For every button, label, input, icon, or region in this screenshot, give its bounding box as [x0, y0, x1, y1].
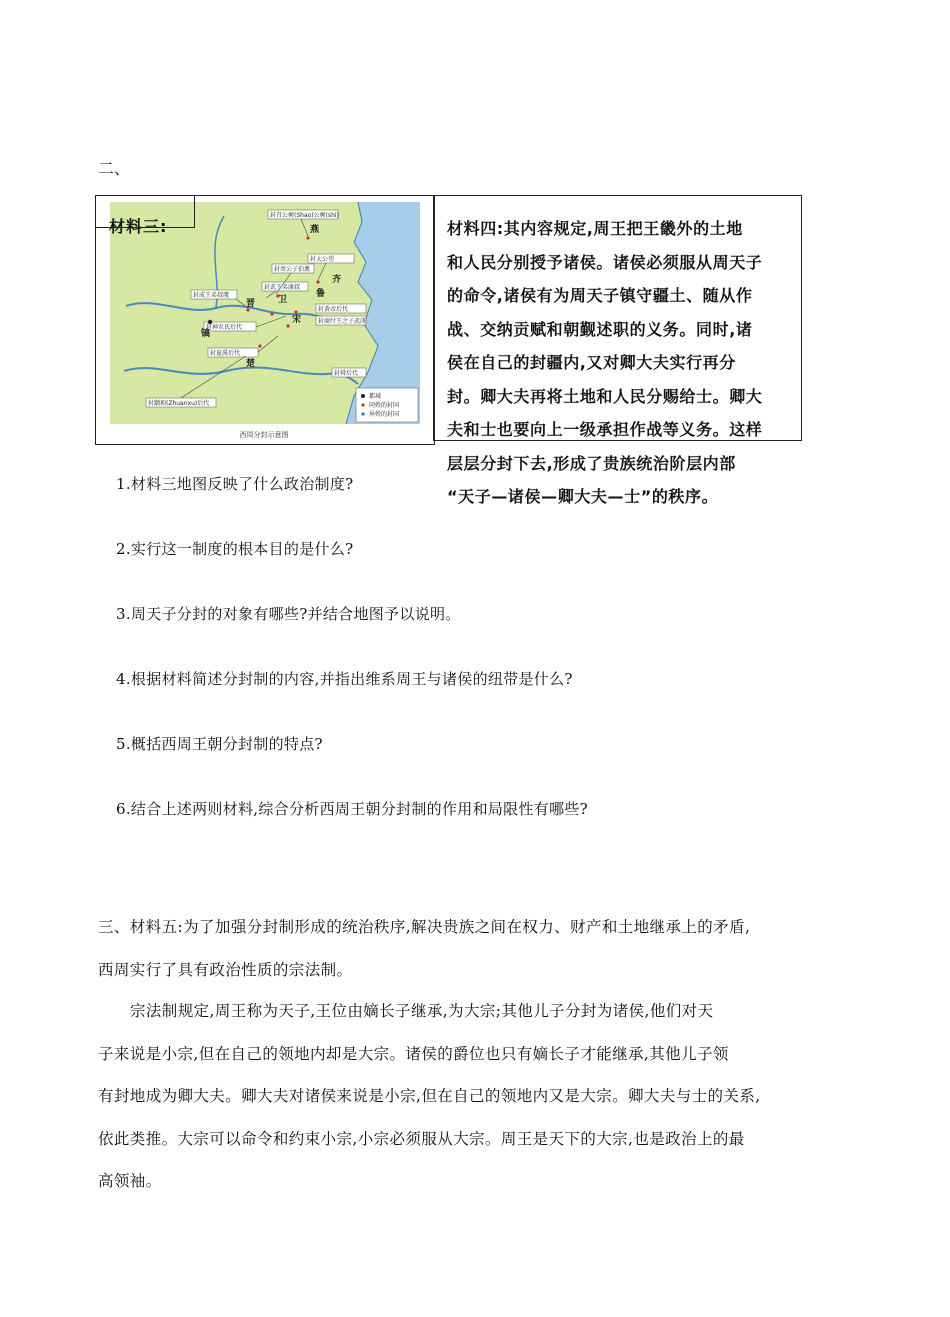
map-place: 齐	[332, 275, 342, 285]
map-place: 镐	[201, 329, 211, 339]
question-6: 6.结合上述两则材料,综合分析西周王朝分封制的作用和局限性有哪些?	[116, 800, 589, 818]
material4-line: 战、交纳贡赋和朝觐述职的义务。同时,诸	[447, 319, 753, 339]
map-place: 鲁	[316, 289, 326, 299]
section3-line: 宗法制规定,周王称为天子,王位由嫡长子继承,为大宗;其他儿子分封为诸侯,他们对天	[130, 1002, 714, 1020]
map-annotation: 封夏禹后代	[210, 350, 241, 357]
map-annotation: 封黄帝后代	[318, 306, 349, 313]
map-annotation: 封周公子伯禽	[274, 266, 311, 273]
map-annotation: 封武王弟康叔	[264, 284, 301, 291]
map-annotation: 封召公奭(Shao)公奭(shi)	[270, 212, 339, 219]
map-place: 卫	[278, 295, 288, 305]
legend-entry: 同姓的封国	[369, 402, 400, 409]
material4-line: 夫和士也要向上一级承担作战等义务。这样	[447, 420, 763, 439]
question-1: 1.材料三地图反映了什么政治制度?	[116, 475, 354, 493]
map-place: 晋	[246, 299, 256, 309]
question-4: 4.根据材料简述分封制的内容,并指出维系周王与诸侯的纽带是什么?	[116, 670, 573, 688]
material3-label: 材料三:	[109, 217, 168, 236]
map-annotation: 封商纣王之子武庚	[318, 318, 367, 325]
material4-text	[447, 212, 797, 514]
material4-line: 和人民分别授予诸侯。诸侯必须服从周天子	[447, 252, 763, 272]
map-annotation: 封成王弟叔虞	[193, 292, 230, 299]
section3-line: 子来说是小宗,但在自己的领地内却是大宗。诸侯的爵位也只有嫡长子才能继承,其他儿子领	[98, 1045, 729, 1063]
material4-line: 层层分封下去,形成了贵族统治阶层内部	[447, 453, 736, 473]
question-5: 5.概括西周王朝分封制的特点?	[116, 735, 323, 753]
question-2: 2.实行这一制度的根本目的是什么?	[116, 540, 354, 558]
material4-line: 封。卿大夫再将土地和人民分赐给士。卿大	[447, 386, 763, 406]
material4-line: “天子—诸侯—卿大夫—士”的秩序。	[447, 487, 719, 506]
legend-entry: 异姓的封国	[369, 411, 400, 418]
map-caption: 西周分封示意图	[239, 431, 289, 439]
material4-line: 的命令,诸侯有为周天子镇守疆土、随从作	[447, 286, 753, 305]
map-annotation: 封舜后代	[334, 370, 359, 377]
map-annotation: 封神农氏后代	[206, 324, 243, 331]
material4-line: 侯在自己的封疆内,又对卿大夫实行再分	[447, 353, 736, 372]
section3-line: 有封地成为卿大夫。卿大夫对诸侯来说是小宗,但在自己的领地内又是大宗。卿大夫与士的关系,	[98, 1087, 761, 1105]
question-3: 3.周天子分封的对象有哪些?并结合地图予以说明。	[116, 605, 461, 623]
section3-line: 三、材料五:为了加强分封制形成的统治秩序,解决贵族之间在权力、财产和土地继承上的矛盾,	[98, 918, 751, 936]
map-place: 燕	[310, 225, 320, 235]
material4-line: 材料四:其内容规定,周王把王畿外的土地	[447, 219, 743, 238]
map-annotation: 封颛顼(Zhuanxu)后代	[148, 400, 210, 407]
section3-line: 高领袖。	[98, 1172, 162, 1190]
map-place: 宋	[292, 315, 302, 325]
map-annotation: 封太公望	[310, 256, 335, 263]
section-heading: 二、	[98, 159, 131, 178]
section3-line: 西周实行了具有政治性质的宗法制。	[98, 961, 353, 979]
legend-entry: 都城	[369, 393, 382, 400]
map-place: 楚	[246, 359, 256, 369]
section3-line: 依此类推。大宗可以命令和约束小宗,小宗必须服从大宗。周王是天下的大宗,也是政治上的最	[98, 1130, 745, 1148]
